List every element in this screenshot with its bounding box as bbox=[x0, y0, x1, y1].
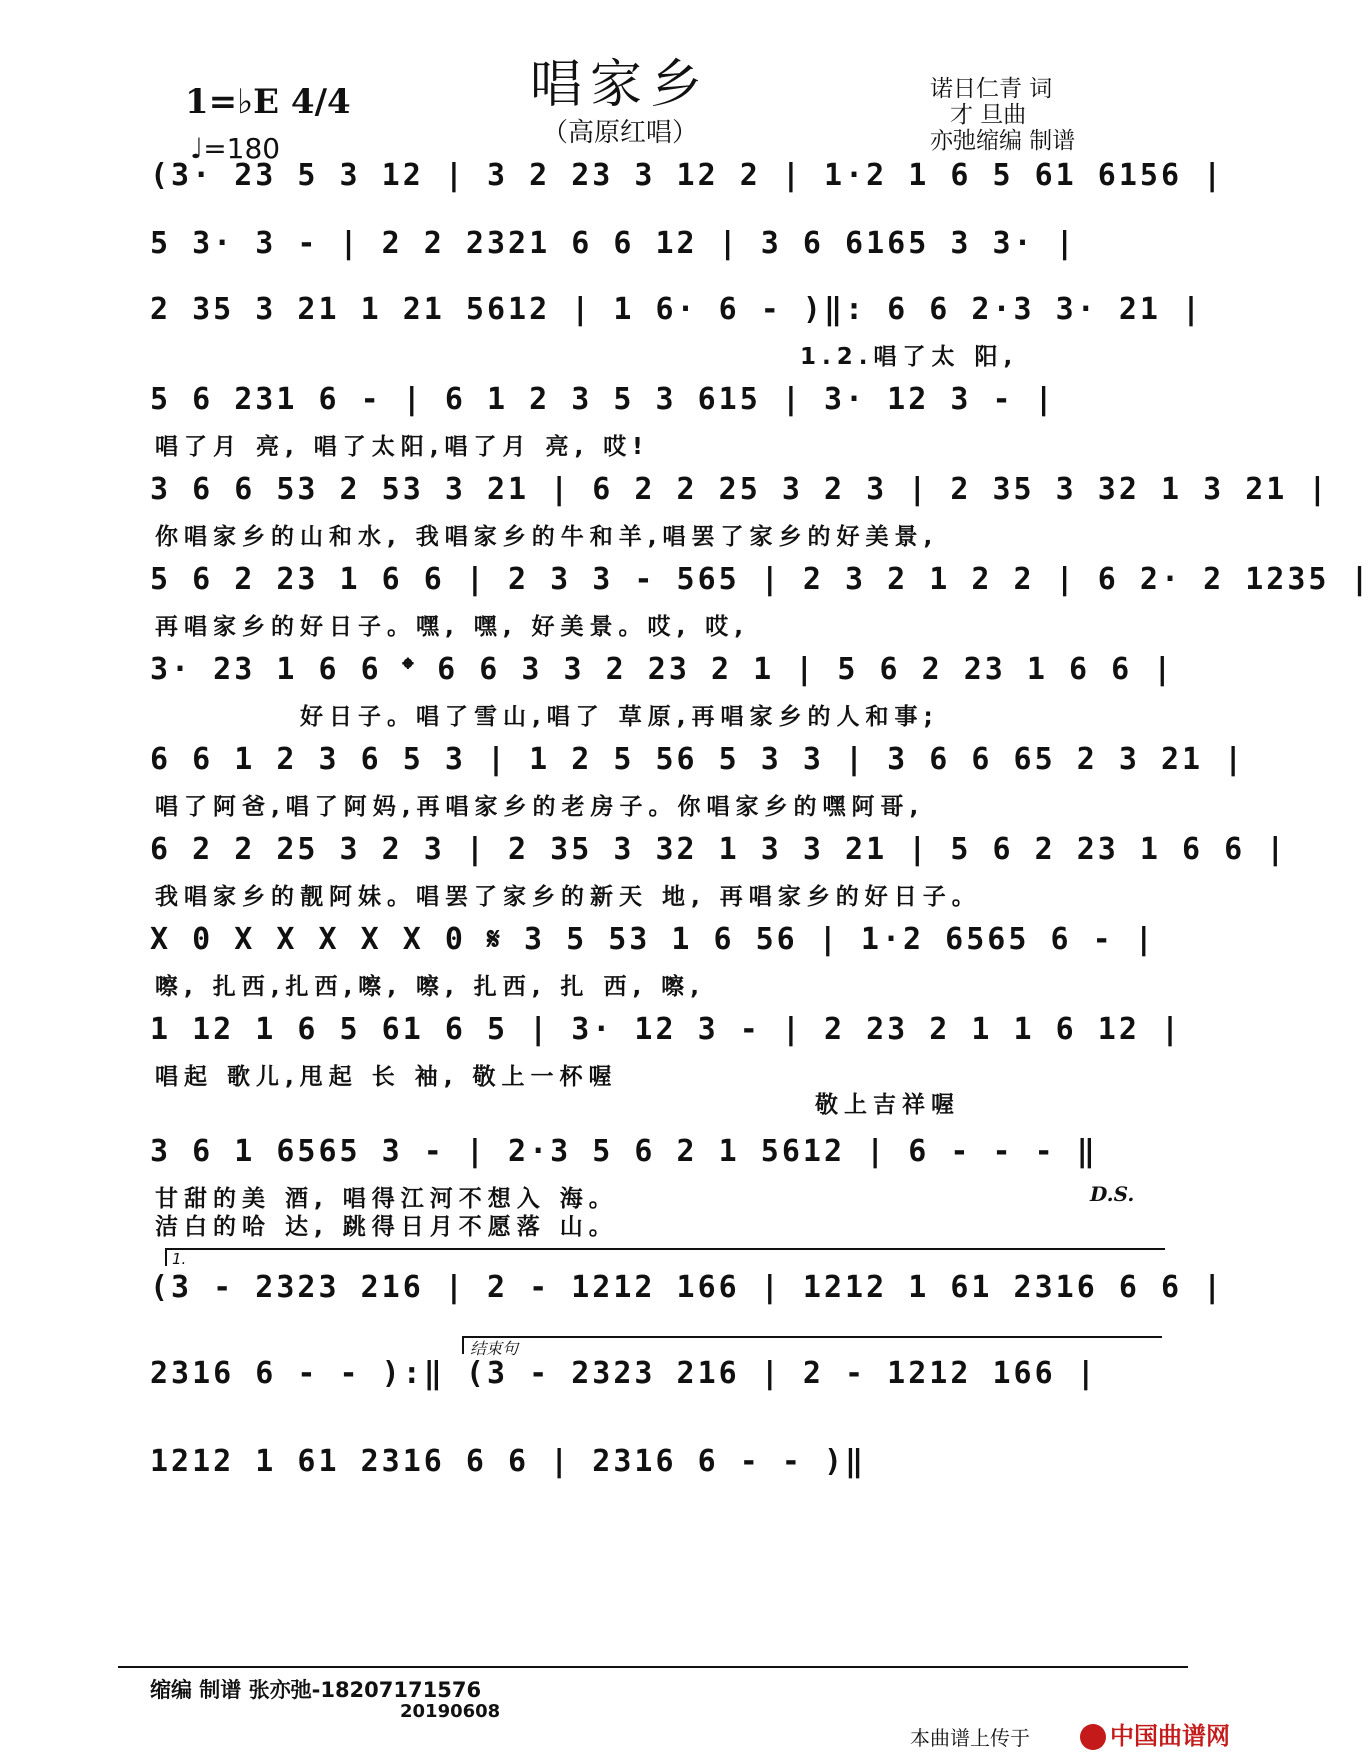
volta-bracket-1 bbox=[165, 1248, 1165, 1250]
footer-rule bbox=[118, 1666, 1188, 1668]
score-row-13-lyric: 甘甜的美 酒, 唱得江河不想入 海。 bbox=[155, 1186, 618, 1212]
tempo-marking: ♩=180 bbox=[190, 132, 281, 165]
ending-bracket bbox=[462, 1336, 1162, 1338]
arranger-credit: 亦弛缩编 制谱 bbox=[930, 128, 1076, 154]
score-row-8-notes: 6 6 1 2 3 6 5 3 | 1 2 5 56 5 3 3 | 3 6 6 65 2 3 21 | bbox=[150, 742, 1246, 777]
score-row-4-lyric: 唱了月 亮, 唱了太阳,唱了月 亮, 哎! bbox=[155, 434, 649, 460]
score-row-16-notes: 2316 6 - - ):‖ (3 - 2323 216 | 2 - 1212 166 | bbox=[150, 1356, 1098, 1391]
score-row-7-notes: 3· 23 1 6 6 𝄌 6 6 3 3 2 23 2 1 | 5 6 2 23 1 6 6 | bbox=[150, 652, 1175, 687]
score-row-8-lyric: 唱了阿爸,唱了阿妈,再唱家乡的老房子。你唱家乡的嘿阿哥, bbox=[155, 794, 925, 820]
score-row-10-notes: X 0 X X X X X 0 𝄋 3 5 53 1 6 56 | 1·2 6565 6 - | bbox=[150, 922, 1156, 957]
score-row-14-lyric: 洁白的哈 达, 跳得日月不愿落 山。 bbox=[155, 1214, 618, 1240]
score-row-5-lyric: 你唱家乡的山和水, 我唱家乡的牛和羊,唱罢了家乡的好美景, bbox=[155, 524, 939, 550]
site-logo-text: 中国曲谱网 bbox=[1110, 1722, 1230, 1750]
ending-label: 结束句 bbox=[470, 1339, 519, 1358]
lyricist-credit: 诺日仁青 词 bbox=[930, 76, 1053, 102]
score-row-3-lyric: 1.2.唱了太 阳, bbox=[800, 344, 1019, 370]
arranger-contact: 缩编 制谱 张亦弛-18207171576 bbox=[150, 1678, 482, 1702]
volta-1-label: 1. bbox=[172, 1250, 187, 1268]
score-row-1-notes: (3· 23 5 3 12 | 3 2 23 3 12 2 | 1·2 1 6 5 61 6156 | bbox=[150, 158, 1225, 193]
page-title: 唱家乡 bbox=[529, 55, 710, 115]
arrangement-date: 20190608 bbox=[400, 1701, 501, 1722]
score-row-17-notes: 1212 1 61 2316 6 6 | 2316 6 - - )‖ bbox=[150, 1444, 867, 1479]
score-row-15-notes: (3 - 2323 216 | 2 - 1212 166 | 1212 1 61 2316 6 6 | bbox=[150, 1270, 1225, 1305]
key-signature: 1=♭E 4/4 bbox=[185, 82, 351, 122]
volta-bracket-1-hook bbox=[165, 1248, 167, 1266]
ending-bracket-hook bbox=[462, 1336, 464, 1354]
score-row-12-lyric: 敬上吉祥喔 bbox=[815, 1092, 960, 1118]
site-logo[interactable] bbox=[1080, 1716, 1230, 1751]
score-row-6-notes: 5 6 2 23 1 6 6 | 2 3 3 - 565 | 2 3 2 1 2 2 | 6 2· 2 1235 | bbox=[150, 562, 1372, 597]
score-row-11-lyric: 唱起 歌儿,甩起 长 袖, 敬上一杯喔 bbox=[155, 1064, 618, 1090]
page-subtitle: （高原红唱） bbox=[541, 118, 698, 148]
score-row-9-lyric: 我唱家乡的靓阿妹。唱罢了家乡的新天 地, 再唱家乡的好日子。 bbox=[155, 884, 981, 910]
score-row-13-notes: 3 6 1 6565 3 - | 2·3 5 6 2 1 5612 | 6 - - - ‖ bbox=[150, 1134, 1098, 1169]
score-row-10-lyric: 嚓, 扎西,扎西,嚓, 嚓, 扎西, 扎 西, 嚓, bbox=[155, 974, 705, 1000]
score-row-4-notes: 5 6 231 6 - | 6 1 2 3 5 3 615 | 3· 12 3 - | bbox=[150, 382, 1056, 417]
score-row-6-lyric: 再唱家乡的好日子。嘿, 嘿, 好美景。哎, 哎, bbox=[155, 614, 749, 640]
score-row-7-lyric: 好日子。唱了雪山,唱了 草原,再唱家乡的人和事; bbox=[300, 704, 939, 730]
upload-note: 本曲谱上传于 bbox=[910, 1726, 1030, 1750]
brand-logo-icon bbox=[1080, 1724, 1106, 1750]
score-row-9-notes: 6 2 2 25 3 2 3 | 2 35 3 32 1 3 3 21 | 5 6 2 23 1 6 6 | bbox=[150, 832, 1288, 867]
score-row-3-notes: 2 35 3 21 1 21 5612 | 1 6· 6 - )‖: 6 6 2·3 3· 21 | bbox=[150, 292, 1204, 327]
score-row-5-notes: 3 6 6 53 2 53 3 21 | 6 2 2 25 3 2 3 | 2 35 3 32 1 3 21 | bbox=[150, 472, 1330, 507]
ds-mark: D.S. bbox=[1090, 1182, 1135, 1206]
composer-credit: 才 旦曲 bbox=[950, 102, 1027, 128]
score-row-2-notes: 5 3· 3 - | 2 2 2321 6 6 12 | 3 6 6165 3 3· | bbox=[150, 226, 1077, 261]
score-row-11-notes: 1 12 1 6 5 61 6 5 | 3· 12 3 - | 2 23 2 1 1 6 12 | bbox=[150, 1012, 1183, 1047]
